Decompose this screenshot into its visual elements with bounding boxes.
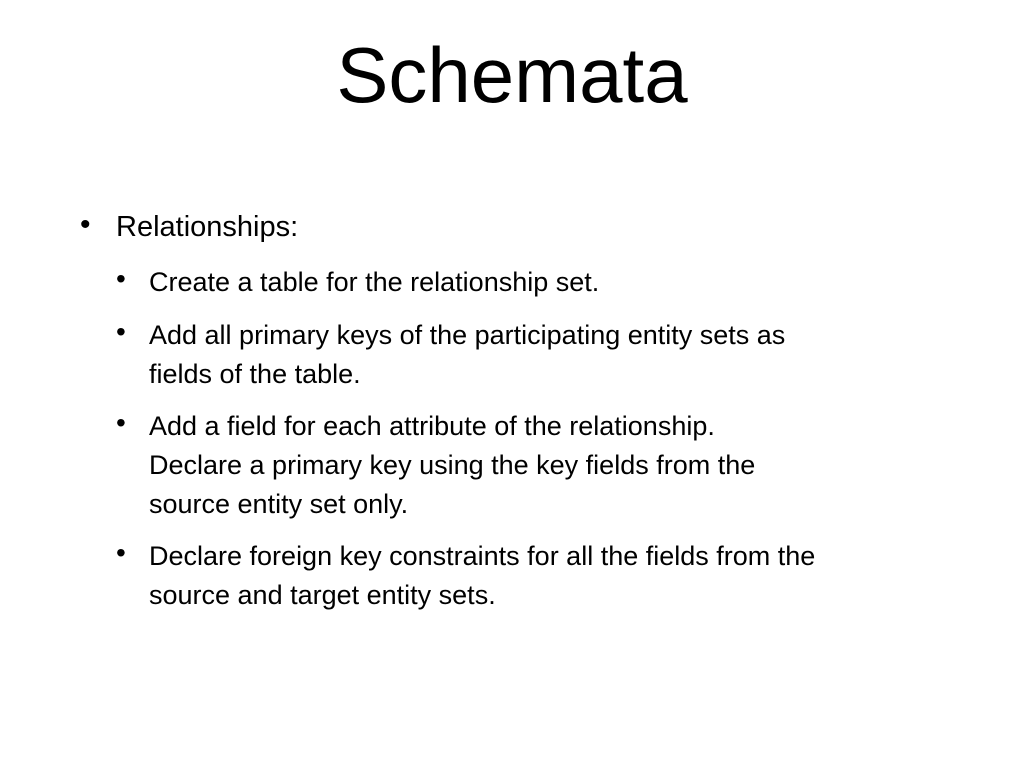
bullet-icon: • [116, 263, 126, 294]
bullet-icon: • [116, 407, 126, 438]
slide-title: Schemata [336, 31, 688, 119]
sub-bullet-text [149, 537, 969, 615]
bullet-icon: • [116, 316, 126, 347]
sub-bullet-line: fields of the table. [149, 359, 361, 389]
sub-bullet-text [149, 407, 969, 524]
sub-bullet-line: source entity set only. [149, 489, 409, 519]
sub-bullet-line: source and target entity sets. [149, 580, 496, 610]
sub-bullet-line: Create a table for the relationship set. [149, 267, 600, 297]
sub-bullet-line: Add all primary keys of the participating entity sets as [149, 320, 786, 350]
sub-bullet-line: Add a field for each attribute of the relationship. [149, 411, 715, 441]
sub-bullet-text [149, 316, 969, 394]
main-bullet-text: Relationships: [116, 211, 299, 243]
sub-bullet-line: Declare a primary key using the key fields from the [149, 450, 756, 480]
sub-bullet-text [149, 263, 969, 302]
sub-bullet-line: Declare foreign key constraints for all the fields from the [149, 541, 816, 571]
bullet-icon: • [80, 208, 91, 241]
bullet-icon: • [116, 537, 126, 568]
